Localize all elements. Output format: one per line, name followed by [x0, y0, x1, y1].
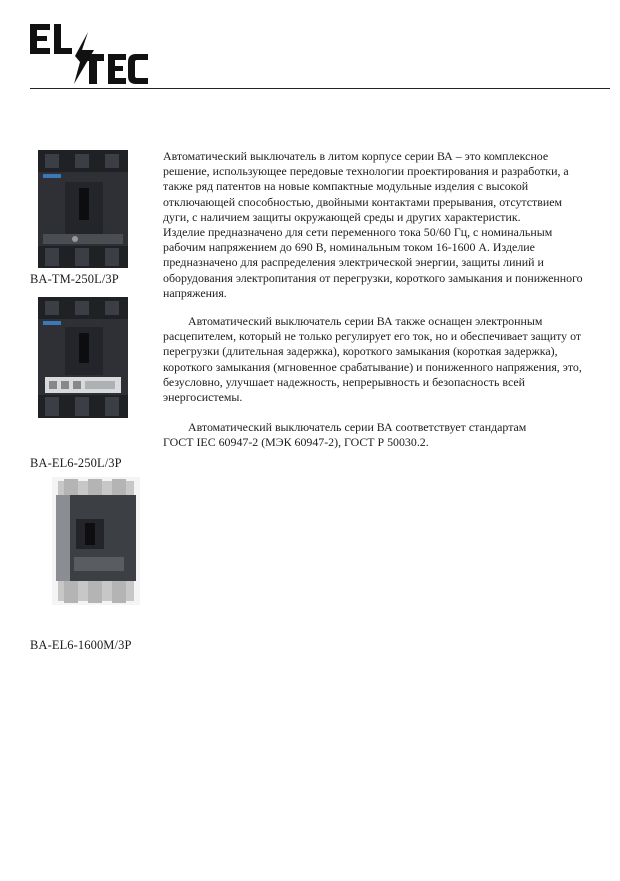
text-line: также ряд патентов на новые компактные модульные изделия с высокой — [163, 179, 529, 194]
text-line: напряжения. — [163, 285, 227, 300]
text-line: энергосистемы. — [163, 390, 243, 405]
text-line: перегрузки (длительная задержка), короткого замыкания (короткая задержка), — [163, 344, 558, 359]
description-paragraph-1 — [163, 149, 613, 301]
eltec-logo — [30, 22, 150, 86]
text-line: Автоматический выключатель серии ВА соответствует стандартам — [188, 420, 527, 434]
text-line: дуги, с наличием защиты окружающей среды и других характеристик. — [163, 209, 521, 224]
text-line: Автоматический выключатель серии ВА также оснащен электронным — [188, 314, 543, 328]
header-rule — [30, 88, 610, 89]
product-caption: BA-EL6-1600M/3P — [30, 638, 132, 652]
text-line: Автоматический выключатель в литом корпусе серии ВА – это комплексное — [163, 149, 549, 163]
text-line: короткого замыкания (мгновенное срабатывание) и пониженного напряжения, это, — [163, 359, 582, 374]
product-caption: BA-TM-250L/3P — [30, 272, 119, 286]
product-caption: BA-EL6-250L/3P — [30, 456, 122, 470]
text-line: отключающей способностью, двойными контактами прерывания, отсутствием — [163, 194, 563, 209]
text-line: оборудования электропитания от перегрузки, короткого замыкания и пониженного — [163, 270, 583, 285]
text-line: решение, использующее передовые технологии проектирования и разработки, а — [163, 164, 569, 179]
text-line: предназначено для распределения электрической энергии, защиты линий и — [163, 255, 544, 270]
text-line: безусловно, улучшает надежность, непрерывность и безопасность всей — [163, 374, 526, 389]
breaker-ba-el6-250l-image — [35, 295, 131, 420]
description-paragraph-3 — [163, 420, 613, 450]
breaker-ba-tm-250l-image — [35, 148, 131, 270]
breaker-ba-el6-1600m-image — [52, 477, 140, 605]
text-line: Изделие предназначено для сети переменного тока 50/60 Гц, с номинальным — [163, 225, 553, 240]
text-line: рабочим напряжением до 690 В, номинальным током 16-1600 А. Изделие — [163, 240, 535, 255]
description-paragraph-2 — [163, 314, 613, 405]
text-line: расцепителем, который не только регулирует его ток, но и обеспечивает защиту от — [163, 329, 582, 344]
text-line: ГОСТ IEC 60947-2 (МЭК 60947-2), ГОСТ Р 50030.2. — [163, 435, 429, 450]
